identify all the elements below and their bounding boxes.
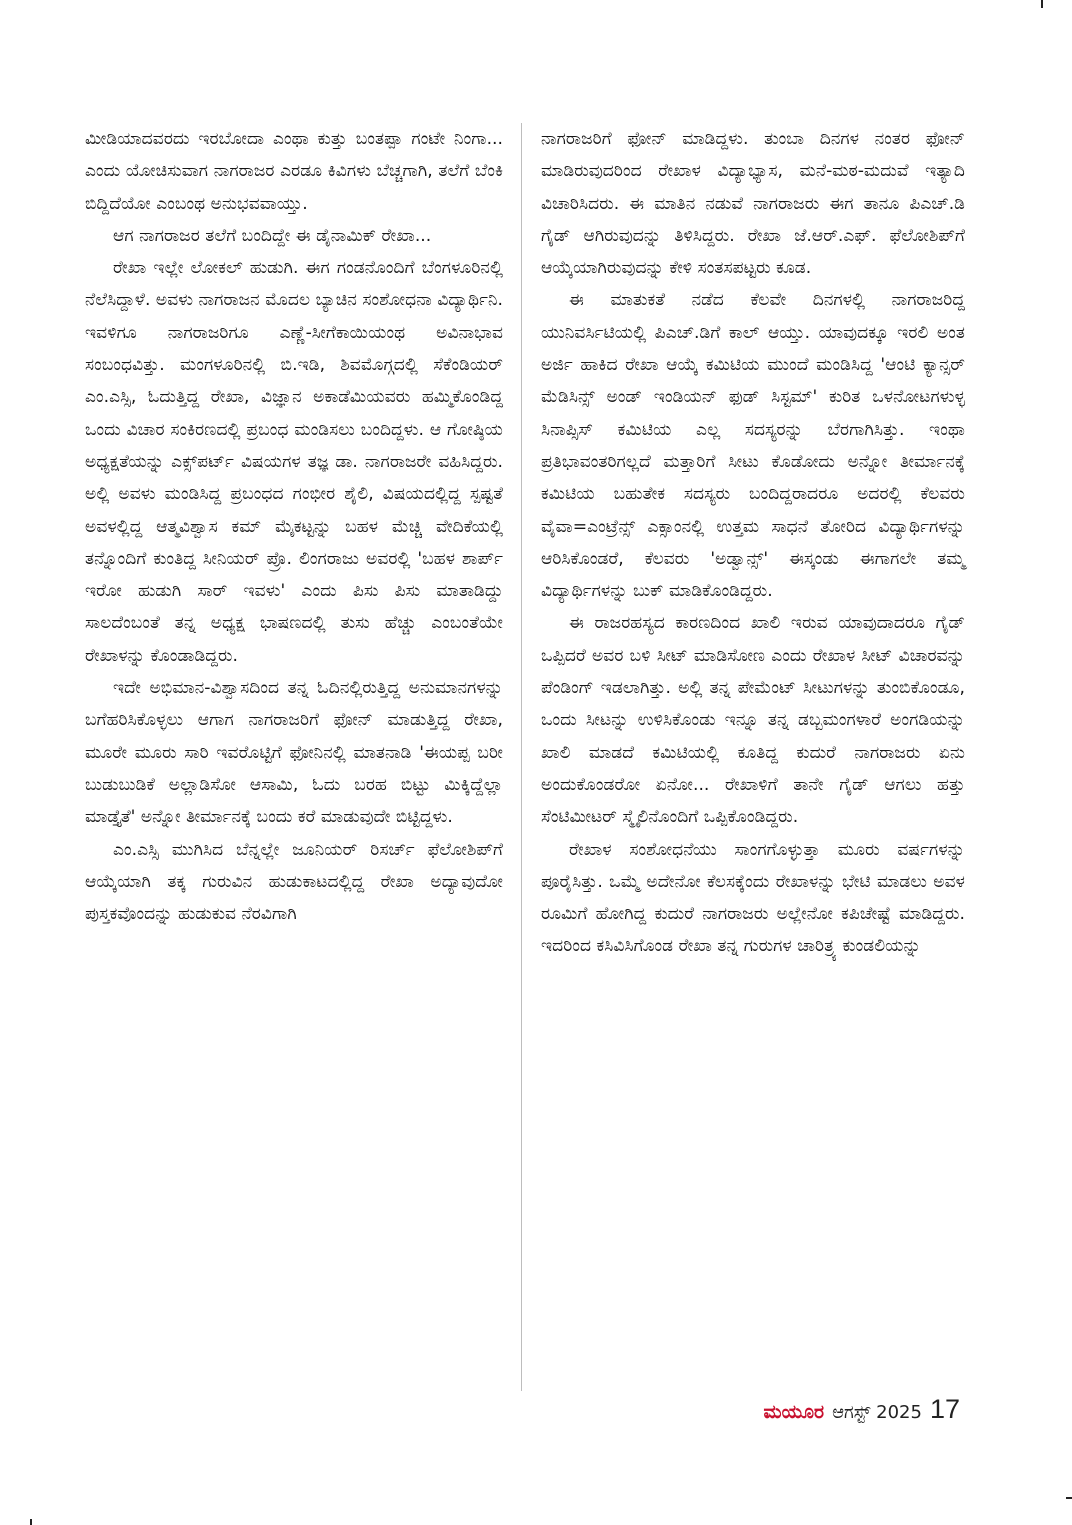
- paragraph: ರೇಖಾಳ ಸಂಶೋಧನೆಯು ಸಾಂಗಗೊಳ್ಳುತ್ತಾ ಮೂರು ವರ್ಷಗಳನ್ನು ಪೂರೈಸಿತ್ತು. ಒಮ್ಮೆ ಅದೇನೋ ಕೆಲಸಕ್ಕೆಂದು ರೇಖಾಳನ್ನು ಭೇಟಿ ಮಾಡಲು ಅವಳ ರೂಮಿಗೆ ಹೋಗಿದ್ದ ಕುದುರೆ ನಾಗರಾಜರು ಅಲ್ಲೇನೋ ಕಪಿಚೇಷ್ಟೆ ಮಾಡಿದ್ದರು. ಇದರಿಂದ ಕಸಿವಿಸಿಗೊಂಡ ರೇಖಾ ತನ್ನ ಗುರುಗಳ ಚಾರಿತ್ರ್ಯ ಕುಂಡಲಿಯನ್ನು: [541, 839, 965, 957]
- crop-mark-bottom-right: [1066, 1497, 1072, 1499]
- issue-date: ಆಗಸ್ಟ್ 2025: [832, 1402, 922, 1423]
- paragraph: ಆಗ ನಾಗರಾಜರ ತಲೆಗೆ ಬಂದಿದ್ದೇ ಈ ಡೈನಾಮಿಕ್ ರೇಖಾ...: [113, 225, 432, 246]
- paragraph: ಇದೇ ಅಭಿಮಾನ-ವಿಶ್ವಾಸದಿಂದ ತನ್ನ ಓದಿನಲ್ಲಿರುತ್ತಿದ್ದ ಅನುಮಾನಗಳನ್ನು ಬಗೆಹರಿಸಿಕೊಳ್ಳಲು ಆಗಾಗ ನಾಗರಾಜರಿಗೆ ಫೋನ್ ಮಾಡುತ್ತಿದ್ದ ರೇಖಾ, ಮೂರೇ ಮೂರು ಸಾರಿ ಇವರೊಟ್ಟಿಗೆ ಫೋನಿನಲ್ಲಿ ಮಾತನಾಡಿ 'ಈಯಪ್ಪ ಬರೀ ಬುಡುಬುಡಿಕೆ ಅಲ್ಲಾಡಿಸೋ ಆಸಾಮಿ, ಓದು ಬರಹ ಬಿಟ್ಟು ಮಿಕ್ಕಿದ್ದೆಲ್ಲಾ ಮಾಡ್ತೈತೆ' ಅನ್ನೋ ತೀರ್ಮಾನಕ್ಕೆ ಬಂದು ಕರೆ ಮಾಡುವುದೇ ಬಿಟ್ಟಿದ್ದಳು.: [85, 678, 503, 828]
- paragraph: ರೇಖಾ ಇಲ್ಲೇ ಲೋಕಲ್ ಹುಡುಗಿ. ಈಗ ಗಂಡನೊಂದಿಗೆ ಬೆಂಗಳೂರಿನಲ್ಲಿ ನೆಲೆಸಿದ್ದಾಳೆ. ಅವಳು ನಾಗರಾಜನ ಮೊದಲ ಬ್ಯಾಚಿನ ಸಂಶೋಧನಾ ವಿದ್ಯಾರ್ಥಿನಿ. ಇವಳಿಗೂ ನಾಗರಾಜರಿಗೂ ಎಣ್ಣೆ-ಸೀಗೆಕಾಯಿಯಂಥ ಅವಿನಾಭಾವ ಸಂಬಂಧವಿತ್ತು. ಮಂಗಳೂರಿನಲ್ಲಿ ಬಿ.ಇಡಿ, ಶಿವಮೊಗ್ಗದಲ್ಲಿ ಸೆಕೆಂಡಿಯರ್ ಎಂ.ಎಸ್ಸಿ, ಓದುತ್ತಿದ್ದ ರೇಖಾ, ವಿಜ್ಞಾನ ಅಕಾಡೆಮಿಯವರು ಹಮ್ಮಿಕೊಂಡಿದ್ದ ಒಂದು ವಿಚಾರ ಸಂಕಿರಣದಲ್ಲಿ ಪ್ರಬಂಧ ಮಂಡಿಸಲು ಬಂದಿದ್ದಳು. ಆ ಗೋಷ್ಠಿಯ ಅಧ್ಯಕ್ಷತೆಯನ್ನು ಎಕ್ಸ್‌ಪರ್ಟ್ ವಿಷಯಗಳ ತಜ್ಞ ಡಾ. ನಾಗರಾಜರೇ ವಹಿಸಿದ್ದರು. ಅಲ್ಲಿ ಅವಳು ಮಂಡಿಸಿದ್ದ ಪ್ರಬಂಧದ ಗಂಭೀರ ಶೈಲಿ, ವಿಷಯದಲ್ಲಿದ್ದ ಸ್ಪಷ್ಟತೆ ಅವಳಲ್ಲಿದ್ದ ಆತ್ಮವಿಶ್ವಾಸ ಕಮ್ ಮೈಕಟ್ಟನ್ನು ಬಹಳ ಮೆಚ್ಚಿ ವೇದಿಕೆಯಲ್ಲಿ ತನ್ನೊಂದಿಗೆ ಕುಂತಿದ್ದ ಸೀನಿಯರ್ ಪ್ರೊ. ಲಿಂಗರಾಜು ಅವರಲ್ಲಿ 'ಬಹಳ ಶಾರ್ಪ್ ಇರೋ ಹುಡುಗಿ ಸಾರ್ ಇವಳು' ಎಂದು ಪಿಸು ಪಿಸು ಮಾತಾಡಿದ್ದು ಸಾಲದೆಂಬಂತೆ ತನ್ನ ಅಧ್ಯಕ್ಷ ಭಾಷಣದಲ್ಲಿ ತುಸು ಹೆಚ್ಚು ಎಂಬಂತೆಯೇ ರೇಖಾಳನ್ನು ಕೊಂಡಾಡಿದ್ದರು.: [85, 258, 503, 666]
- paragraph: ಈ ಮಾತುಕತೆ ನಡೆದ ಕೆಲವೇ ದಿನಗಳಲ್ಲಿ ನಾಗರಾಜರಿದ್ದ ಯುನಿವರ್ಸಿಟಿಯಲ್ಲಿ ಪಿಎಚ್.ಡಿಗೆ ಕಾಲ್ ಆಯ್ತು. ಯಾವುದಕ್ಕೂ ಇರಲಿ ಅಂತ ಅರ್ಜಿ ಹಾಕಿದ ರೇಖಾ ಆಯ್ಕೆ ಕಮಿಟಿಯ ಮುಂದೆ ಮಂಡಿಸಿದ್ದ 'ಆಂಟಿ ಕ್ಯಾನ್ಸರ್ ಮೆಡಿಸಿನ್ಸ್ ಅಂಡ್ ಇಂಡಿಯನ್ ಫುಡ್ ಸಿಸ್ಟಮ್' ಕುರಿತ ಒಳನೋಟಗಳುಳ್ಳ ಸಿನಾಪ್ಸಿಸ್ ಕಮಿಟಿಯ ಎಲ್ಲ ಸದಸ್ಯರನ್ನು ಬೆರಗಾಗಿಸಿತ್ತು. ಇಂಥಾ ಪ್ರತಿಭಾವಂತರಿಗಲ್ಲದೆ ಮತ್ತಾರಿಗೆ ಸೀಟು ಕೊಡೋದು ಅನ್ನೋ ತೀರ್ಮಾನಕ್ಕೆ ಕಮಿಟಿಯ ಬಹುತೇಕ ಸದಸ್ಯರು ಬಂದಿದ್ದರಾದರೂ ಅದರಲ್ಲಿ ಕೆಲವರು ವೈವಾ=ಎಂಟ್ರೆನ್ಸ್ ಎಕ್ಸಾಂನಲ್ಲಿ ಉತ್ತಮ ಸಾಧನೆ ತೋರಿದ ವಿದ್ಯಾರ್ಥಿಗಳನ್ನು ಆರಿಸಿಕೊಂಡರೆ, ಕೆಲವರು 'ಅಡ್ವಾನ್ಸ್' ಈಸ್ಕಂಡು ಈಗಾಗಲೇ ತಮ್ಮ ವಿದ್ಯಾರ್ಥಿಗಳನ್ನು ಬುಕ್ ಮಾಡಿಕೊಂಡಿದ್ದರು.: [541, 290, 965, 602]
- crop-mark-bottom-left: [30, 1519, 32, 1525]
- column-divider: [521, 123, 522, 1391]
- paragraph: ನಾಗರಾಜರಿಗೆ ಫೋನ್ ಮಾಡಿದ್ದಳು. ತುಂಬಾ ದಿನಗಳ ನಂತರ ಫೋನ್ ಮಾಡಿರುವುದರಿಂದ ರೇಖಾಳ ವಿದ್ಯಾಭ್ಯಾಸ, ಮನೆ-ಮಠ-ಮದುವೆ ಇತ್ಯಾದಿ ವಿಚಾರಿಸಿದರು. ಈ ಮಾತಿನ ನಡುವೆ ನಾಗರಾಜರು ಈಗ ತಾನೂ ಪಿಎಚ್.ಡಿ ಗೈಡ್ ಆಗಿರುವುದನ್ನು ತಿಳಿಸಿದ್ದರು. ರೇಖಾ ಜೆ.ಆರ್.ಎಫ್. ಫೆಲೋಶಿಪ್‌ಗೆ ಆಯ್ಕೆಯಾಗಿರುವುದನ್ನು ಕೇಳಿ ಸಂತಸಪಟ್ಟರು ಕೂಡ.: [541, 129, 965, 279]
- paragraph: ಮೀಡಿಯಾದವರದು ಇರಬೋದಾ ಎಂಥಾ ಕುತ್ತು ಬಂತಪ್ಪಾ ಗಂಟೇ ನಿಂಗಾ... ಎಂದು ಯೋಚಿಸುವಾಗ ನಾಗರಾಜರ ಎರಡೂ ಕಿವಿಗಳು ಬೆಚ್ಚಗಾಗಿ, ತಲೆಗೆ ಬೆಂಕಿ ಬಿದ್ದಿದೆಯೋ ಎಂಬಂಥ ಅನುಭವವಾಯ್ತು.: [85, 129, 503, 214]
- article-column-left: [85, 123, 503, 930]
- article-column-right: [541, 123, 965, 963]
- paragraph: ಈ ರಾಜರಹಸ್ಯದ ಕಾರಣದಿಂದ ಖಾಲಿ ಇರುವ ಯಾವುದಾದರೂ ಗೈಡ್ ಒಪ್ಪಿದರೆ ಅವರ ಬಳಿ ಸೀಟ್ ಮಾಡಿಸೋಣ ಎಂದು ರೇಖಾಳ ಸೀಟ್ ವಿಚಾರವನ್ನು ಪೆಂಡಿಂಗ್ ಇಡಲಾಗಿತ್ತು. ಅಲ್ಲಿ ತನ್ನ ಪೇಮೆಂಟ್ ಸೀಟುಗಳನ್ನು ತುಂಬಿಕೊಂಡೂ, ಒಂದು ಸೀಟನ್ನು ಉಳಿಸಿಕೊಂಡು ಇನ್ನೂ ತನ್ನ ಡಬ್ಬಮಂಗಳಾರೆ ಅಂಗಡಿಯನ್ನು ಖಾಲಿ ಮಾಡದೆ ಕಮಿಟಿಯಲ್ಲಿ ಕೂತಿದ್ದ ಕುದುರೆ ನಾಗರಾಜರು ಏನು ಅಂದುಕೊಂಡರೋ ಏನೋ... ರೇಖಾಳಿಗೆ ತಾನೇ ಗೈಡ್ ಆಗಲು ಹತ್ತು ಸೆಂಟಿಮೀಟರ್ ಸ್ಮೈಲಿನೊಂದಿಗೆ ಒಪ್ಪಿಕೊಂಡಿದ್ದರು.: [541, 613, 965, 828]
- page-number: 17: [929, 1394, 960, 1424]
- crop-mark-top-right: [1041, 0, 1043, 8]
- magazine-logo: ಮಯೂರ: [763, 1401, 825, 1423]
- page-footer: [764, 1394, 960, 1430]
- paragraph: ಎಂ.ಎಸ್ಸಿ ಮುಗಿಸಿದ ಬೆನ್ನಲ್ಲೇ ಜೂನಿಯರ್ ರಿಸರ್ಚ್ ಫೆಲೋಶಿಪ್‌ಗೆ ಆಯ್ಕೆಯಾಗಿ ತಕ್ಕ ಗುರುವಿನ ಹುಡುಕಾಟದಲ್ಲಿದ್ದ ರೇಖಾ ಅದ್ಯಾವುದೋ ಪುಸ್ತಕವೊಂದನ್ನು ಹುಡುಕುವ ನೆರವಿಗಾಗಿ: [85, 839, 503, 925]
